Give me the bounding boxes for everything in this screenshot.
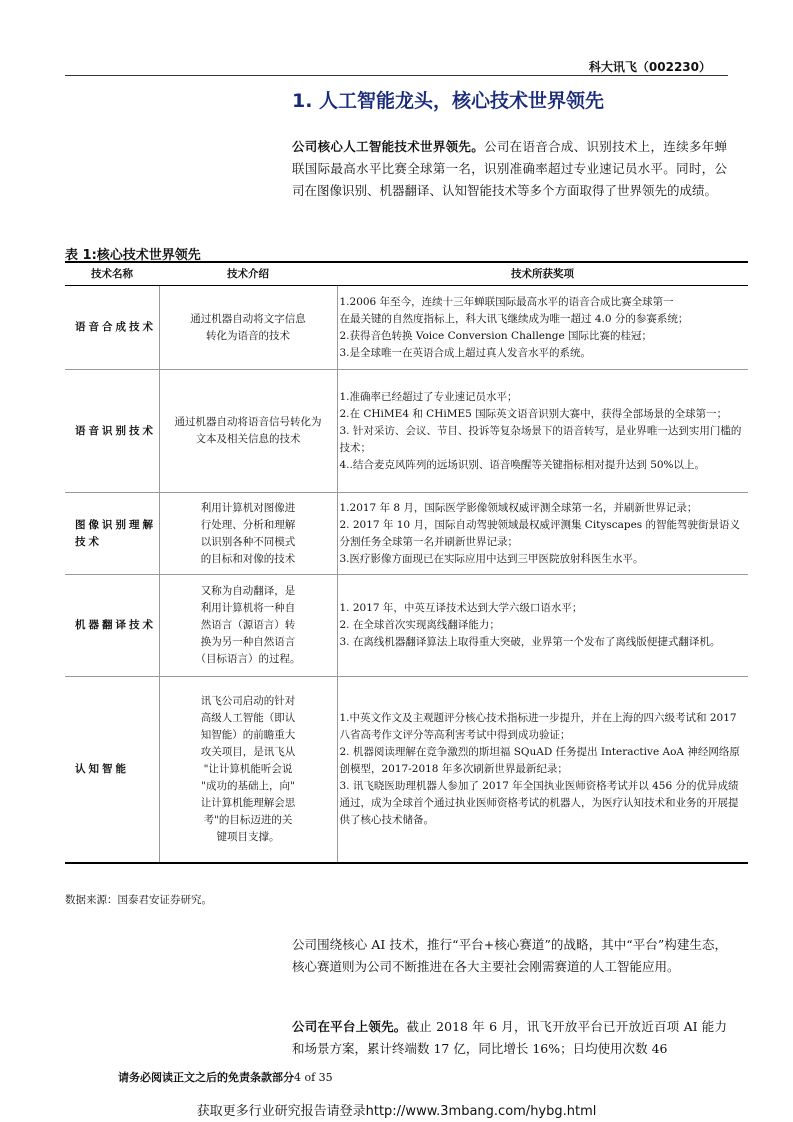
table-row xyxy=(65,493,748,575)
header-awards: 技术所获奖项 xyxy=(337,262,748,286)
award-item: 1.准确率已经超过了专业速记员水平； xyxy=(339,390,518,403)
tech-intro-line: 换为另一种自然语言 xyxy=(200,636,296,648)
tech-intro-line: 然语言（源语言）转 xyxy=(200,619,296,631)
strategy-paragraph: 公司围绕核心 AI 技术，推行“平台+核心赛道”的战略，其中“平台”构建生态，核心赛道则为公司不断推进在各大主要社会刚需赛道的人工智能应用。 xyxy=(292,937,727,974)
tech-awards xyxy=(337,493,748,575)
table-row xyxy=(65,370,748,493)
award-item: 2.获得音色转换 Voice Conversion Challenge 国际比赛的桂冠； xyxy=(339,329,653,342)
table-title: 表 1:核心技术世界领先 xyxy=(65,248,201,263)
table-source: 数据来源：国泰君安证券研究。 xyxy=(65,894,212,906)
tech-intro-line: "让计算机能听会说 xyxy=(203,762,293,775)
tech-intro-line: 通过机器自动将语音信号转化为 xyxy=(174,416,322,428)
tech-intro-line: 攻关项目，是讯飞从 xyxy=(200,745,296,758)
header-company: 科大讯飞（002230） xyxy=(588,60,711,74)
tech-intro-line: 转化为语音的技术 xyxy=(206,329,290,342)
award-item: 2. 在全球首次实现离线翻译能力； xyxy=(339,619,500,631)
award-item: 3. 针对采访、会议、节目、投诉等复杂场景下的语音转写，是业界唯一达到实用门槛的技术； xyxy=(339,424,742,454)
table-row xyxy=(65,575,748,677)
tech-awards xyxy=(337,677,748,863)
tech-awards xyxy=(337,286,748,370)
tech-intro-line: 知智能）的前瞻重大 xyxy=(200,728,296,741)
tech-intro xyxy=(159,493,337,575)
tech-name: 语音识别技术 xyxy=(65,370,159,493)
award-item: 1.中英文作文及主观题评分核心技术指标进一步提升，并在上海的四六级考试和 2017 八省高考作文评分等高利害考试中得到成功验证； xyxy=(339,711,737,741)
tech-name: 图像识别理解技术 xyxy=(65,493,159,575)
tech-intro xyxy=(159,286,337,370)
footer-disclaimer xyxy=(118,1069,333,1085)
award-item: 2. 2017 年 10 月，国际自动驾驶领域最权威评测集 Cityscapes 的智能驾驶街景语义分割任务全球第一名并刷新世界记录； xyxy=(339,518,741,548)
table-row xyxy=(65,677,748,863)
award-item: 3.是全球唯一在英语合成上超过真人发音水平的系统。 xyxy=(339,346,592,359)
tech-name: 语音合成技术 xyxy=(65,286,159,370)
header-intro: 技术介绍 xyxy=(159,262,337,286)
tech-table xyxy=(65,261,748,864)
tech-awards xyxy=(337,575,748,677)
tech-intro-line: 讯飞公司启动的针对 xyxy=(200,694,296,707)
tech-intro-line: 文本及相关信息的技术 xyxy=(195,433,301,445)
tech-intro-line: 又称为自动翻译，是 xyxy=(200,585,296,597)
table-header-row xyxy=(65,262,748,286)
intro-lead: 公司核心人工智能技术世界领先。 xyxy=(292,139,485,154)
page-number: 4 of 35 xyxy=(294,1071,333,1084)
table-row xyxy=(65,286,748,370)
platform-paragraph xyxy=(292,1016,727,1060)
award-item: 2. 机器阅读理解在竞争激烈的斯坦福 SQuAD 任务提出 Interactive AoA 神经网络原创模型，2017-2018 年多次刷新世界最新纪录； xyxy=(339,745,740,775)
tech-intro xyxy=(159,677,337,863)
tech-intro-line: 以识别各种不同模式 xyxy=(200,535,296,548)
header-rule xyxy=(65,75,728,76)
award-item: 4..结合麦克风阵列的远场识别、语音唤醒等关键指标相对提升达到 50%以上。 xyxy=(339,458,706,471)
award-item: 1.2017 年 8 月，国际医学影像领域权威评测全球第一名，并刷新世界记录； xyxy=(339,501,698,514)
platform-lead: 公司在平台上领先。 xyxy=(292,1019,407,1034)
footer-link[interactable]: 获取更多行业研究报告请登录http://www.3mbang.com/hybg.html xyxy=(196,1104,597,1119)
award-item: 1.2006 年至今，连续十三年蝉联国际最高水平的语音合成比赛全球第一 xyxy=(339,295,674,308)
tech-intro-line: 通过机器自动将文字信息 xyxy=(190,312,306,325)
award-item: 3.医疗影像方面现已在实际应用中达到三甲医院放射科医生水平。 xyxy=(339,552,644,565)
footer-note-text: 请务必阅读正文之后的免责条款部分 xyxy=(118,1071,294,1084)
award-item: 1. 2017 年，中英互译技术达到大学六级口语水平； xyxy=(339,602,583,614)
tech-intro-line: 让计算机能理解会思 xyxy=(200,796,296,809)
tech-intro-line: 利用计算机将一种自 xyxy=(200,602,296,614)
tech-intro-line: 利用计算机对图像进 xyxy=(200,501,296,514)
intro-text: 公司在语音合成、识别技术上，连续多年蝉联国际最高水平比赛全球第一名，识别准确率超过专业速记员水平。同时，公司在图像识别、机器翻译、认知智能技术等多个方面取得了世界领先的成绩。 xyxy=(292,139,727,198)
platform-text: 截止 2018 年 6 月，讯飞开放平台已开放近百项 AI 能力和场景方案，累计终端数 17 亿，同比增长 16%；日均使用次数 46 xyxy=(292,1019,727,1056)
tech-intro-line: 考"的目标迈进的关 xyxy=(203,813,293,826)
tech-name: 机器翻译技术 xyxy=(65,575,159,677)
tech-intro xyxy=(159,575,337,677)
tech-intro-line: 高级人工智能（即认 xyxy=(200,711,296,724)
header-name: 技术名称 xyxy=(65,262,159,286)
tech-awards xyxy=(337,370,748,493)
award-item: 3. 在离线机器翻译算法上取得重大突破，业界第一个发布了离线版便捷式翻译机。 xyxy=(339,636,721,648)
intro-paragraph xyxy=(292,136,727,202)
award-item: 在最关键的自然度指标上，科大讯飞继续成为唯一超过 4.0 分的参赛系统； xyxy=(339,312,689,325)
tech-intro-line: "成功的基础上，向" xyxy=(201,779,295,792)
tech-intro xyxy=(159,370,337,493)
tech-intro-line: 键项目支撑。 xyxy=(216,830,280,843)
tech-intro-line: （目标语言）的过程。 xyxy=(195,653,301,665)
section-title: 1. 人工智能龙头，核心技术世界领先 xyxy=(292,90,605,112)
tech-intro-line: 行处理、分析和理解 xyxy=(200,518,296,531)
tech-name: 认知智能 xyxy=(65,677,159,863)
tech-intro-line: 的目标和对像的技术 xyxy=(200,552,296,565)
award-item: 3. 讯飞晓医助理机器人参加了 2017 年全国执业医师资格考试并以 456 分的优异成绩通过，成为全球首个通过执业医师资格考试的机器人，为医疗认知技术和业务的开展提供了核心技术储备。 xyxy=(339,779,739,826)
award-item: 2.在 CHiME4 和 CHiME5 国际英文语音识别大赛中，获得全部场景的全球第一； xyxy=(339,407,728,420)
